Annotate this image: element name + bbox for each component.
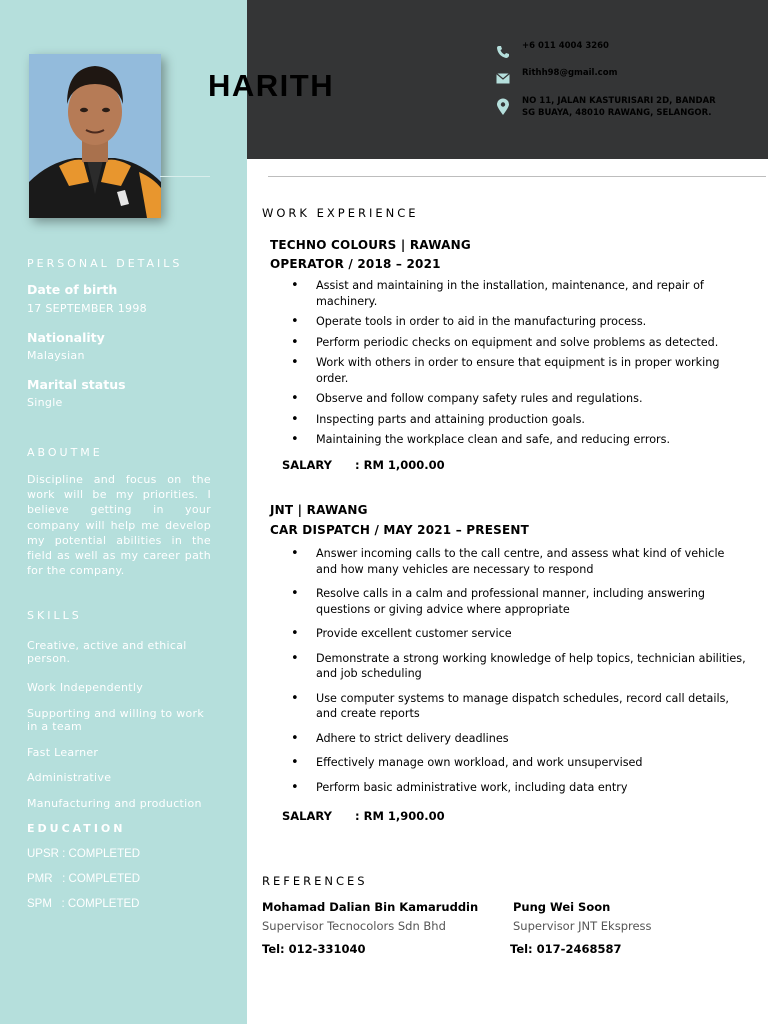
list-item: • Demonstrate a strong working knowledge of help topics, technician abilities, and job scheduling — [290, 651, 746, 682]
list-item: • Effectively manage own workload, and work unsupervised — [290, 755, 746, 771]
education-item: UPSR : COMPLETED — [27, 848, 141, 860]
job-company: JNT | RAWANG — [270, 503, 368, 517]
job-company: TECHNO COLOURS | RAWANG — [270, 238, 471, 252]
nationality-label: Nationality — [27, 330, 105, 345]
job-duties-list — [290, 278, 746, 448]
salary-label: SALARY — [282, 809, 332, 823]
email-address: Rithh98@gmail.com — [522, 68, 618, 78]
list-item: • Provide excellent customer service — [290, 626, 746, 642]
header-divider — [268, 176, 766, 177]
dob-value: 17 SEPTEMBER 1998 — [27, 302, 147, 315]
list-item: • Use computer systems to manage dispatch schedules, record call details, and create reports — [290, 691, 746, 722]
envelope-icon — [496, 73, 510, 84]
list-item: • Perform basic administrative work, including data entry — [290, 780, 746, 796]
job-duties-list — [290, 546, 746, 795]
reference-tel: Tel: 017-2468587 — [510, 942, 622, 956]
work-experience-heading: WORK EXPERIENCE — [262, 206, 419, 220]
marital-status-value: Single — [27, 396, 63, 409]
reference-name: Pung Wei Soon — [513, 900, 611, 914]
education-heading: EDUCATION — [27, 822, 126, 835]
dob-label: Date of birth — [27, 282, 118, 297]
list-item: • Answer incoming calls to the call centre, and assess what kind of vehicle and how many vehicles are necessary to respond — [290, 546, 746, 577]
candidate-name: HARITH — [208, 68, 335, 103]
education-item: SPM : COMPLETED — [27, 898, 140, 910]
address-line: NO 11, JALAN KASTURISARI 2D, BANDAR — [522, 96, 716, 106]
skill-item: Administrative — [27, 771, 112, 784]
phone-number: +6 011 4004 3260 — [522, 41, 609, 51]
list-item: • Work with others in order to ensure that equipment is in proper working order. — [290, 355, 746, 386]
job-role: OPERATOR / 2018 – 2021 — [270, 257, 441, 271]
address-line: SG BUAYA, 48010 RAWANG, SELANGOR. — [522, 108, 712, 118]
marital-status-label: Marital status — [27, 377, 126, 392]
sidebar-divider — [160, 176, 210, 177]
list-item: • Adhere to strict delivery deadlines — [290, 731, 746, 747]
list-item: • Maintaining the workplace clean and safe, and reducing errors. — [290, 432, 746, 448]
address — [522, 95, 716, 119]
salary-value: : RM 1,900.00 — [355, 809, 445, 823]
salary-value: : RM 1,000.00 — [355, 458, 445, 472]
reference-name: Mohamad Dalian Bin Kamaruddin — [262, 900, 479, 914]
skills-heading: SKILLS — [27, 609, 82, 622]
job-role: CAR DISPATCH / MAY 2021 – PRESENT — [270, 523, 530, 537]
list-item: • Perform periodic checks on equipment and solve problems as detected. — [290, 335, 746, 351]
reference-tel: Tel: 012-331040 — [262, 942, 366, 956]
skill-item: Supporting and willing to work in a team — [27, 707, 205, 733]
references-heading: REFERENCES — [262, 874, 368, 888]
skill-item: Fast Learner — [27, 746, 99, 759]
list-item: • Resolve calls in a calm and professional manner, including answering questions or giving advice where appropriate — [290, 586, 746, 617]
list-item: • Operate tools in order to aid in the manufacturing process. — [290, 314, 746, 330]
education-item: PMR : COMPLETED — [27, 873, 141, 885]
skill-item: Manufacturing and production — [27, 797, 202, 810]
reference-title: Supervisor JNT Ekspress — [513, 919, 652, 933]
phone-icon — [496, 45, 510, 59]
nationality-value: Malaysian — [27, 349, 85, 362]
location-pin-icon — [496, 98, 510, 116]
skill-item: Work Independently — [27, 681, 144, 694]
list-item: • Inspecting parts and attaining production goals. — [290, 412, 746, 428]
salary-label: SALARY — [282, 458, 332, 472]
about-me-heading: ABOUTME — [27, 446, 103, 459]
list-item: • Assist and maintaining in the installation, maintenance, and repair of machinery. — [290, 278, 746, 309]
about-me-text: Discipline and focus on the work will be my priorities. I believe getting in your company will help me develop my potential abilities in the field as well as my career path for the company. — [27, 473, 211, 578]
profile-photo-illustration — [29, 54, 161, 218]
list-item: • Observe and follow company safety rules and regulations. — [290, 391, 746, 407]
profile-photo — [29, 54, 161, 218]
reference-title: Supervisor Tecnocolors Sdn Bhd — [262, 919, 446, 933]
personal-details-heading: PERSONAL DETAILS — [27, 257, 183, 270]
skill-item: Creative, active and ethical person. — [27, 639, 187, 665]
sidebar — [0, 0, 247, 1024]
